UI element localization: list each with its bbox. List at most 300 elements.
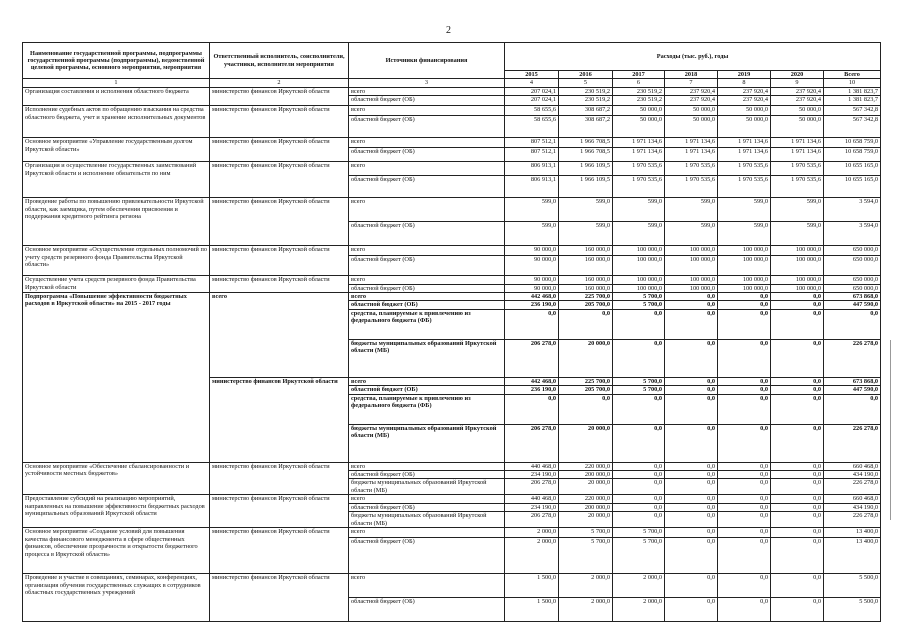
row-value: 100 000,0 xyxy=(665,246,718,256)
row-value: 1 971 134,6 xyxy=(771,148,824,162)
row-source: областной бюджет (ОБ) xyxy=(349,148,505,162)
row-value: 50 000,0 xyxy=(613,116,665,138)
row-value: 0,0 xyxy=(665,574,718,598)
row-value: 2 000,0 xyxy=(559,574,613,598)
row-value: 0,0 xyxy=(665,495,718,503)
row-source: всего xyxy=(349,106,505,116)
row-value: 226 278,0 xyxy=(824,339,881,377)
row-executor: министерство финансов Иркутской области xyxy=(210,106,349,138)
table-row xyxy=(23,528,881,538)
row-executor: министерство финансов Иркутской области xyxy=(210,198,349,246)
row-value: 1 966 109,5 xyxy=(559,162,613,176)
table-row xyxy=(23,87,881,95)
row-executor: министерство финансов Иркутской области xyxy=(210,276,349,293)
row-value: 2 000,0 xyxy=(505,538,559,574)
row-value: 1 970 535,6 xyxy=(613,162,665,176)
row-source: бюджеты муниципальных образований Иркутской области (МБ) xyxy=(349,339,505,377)
row-value: 0,0 xyxy=(771,301,824,309)
row-value: 567 342,8 xyxy=(824,116,881,138)
row-value: 234 190,0 xyxy=(505,471,559,479)
expenses-table xyxy=(22,42,881,622)
row-value: 10 655 165,0 xyxy=(824,176,881,198)
table-row xyxy=(23,138,881,148)
row-value: 599,0 xyxy=(771,198,824,222)
row-name: Основное мероприятие «Обеспечение сбалансированности и устойчивости местных бюджетов» xyxy=(23,462,210,495)
header-source: Источники финансирования xyxy=(349,43,505,79)
row-source: областной бюджет (ОБ) xyxy=(349,471,505,479)
row-value: 50 000,0 xyxy=(771,106,824,116)
row-source: всего xyxy=(349,162,505,176)
row-value: 50 000,0 xyxy=(665,116,718,138)
row-value: 1 966 708,5 xyxy=(559,138,613,148)
row-value: 0,0 xyxy=(613,512,665,528)
row-name: Организация и осуществление государственных заимствований Иркутской области и исполнение обязательств по ним xyxy=(23,162,210,198)
row-value: 1 970 535,6 xyxy=(718,162,771,176)
row-value: 807 512,1 xyxy=(505,148,559,162)
row-value: 5 700,0 xyxy=(613,293,665,301)
row-executor: министерство финансов Иркутской области xyxy=(210,495,349,528)
header-column-number: 2 xyxy=(210,79,349,87)
row-value: 206 278,0 xyxy=(505,339,559,377)
row-value: 0,0 xyxy=(718,538,771,574)
row-value: 599,0 xyxy=(771,222,824,246)
row-value: 90 000,0 xyxy=(505,256,559,276)
row-source: всего xyxy=(349,377,505,385)
row-value: 0,0 xyxy=(665,471,718,479)
header-column-number: 3 xyxy=(349,79,505,87)
row-value: 50 000,0 xyxy=(771,116,824,138)
row-value: 234 190,0 xyxy=(505,503,559,511)
row-value: 0,0 xyxy=(771,528,824,538)
row-value: 3 594,0 xyxy=(824,222,881,246)
header-year: 2019 xyxy=(718,71,771,79)
row-executor: министерство финансов Иркутской области xyxy=(210,528,349,574)
row-value: 1 971 134,6 xyxy=(718,148,771,162)
row-value: 20 000,0 xyxy=(559,339,613,377)
header-year: 2016 xyxy=(559,71,613,79)
row-value: 0,0 xyxy=(505,394,559,424)
row-source: всего xyxy=(349,138,505,148)
row-value: 806 913,1 xyxy=(505,176,559,198)
header-column-number: 1 xyxy=(23,79,210,87)
row-value: 100 000,0 xyxy=(771,246,824,256)
row-name: Организация составления и исполнения областного бюджета xyxy=(23,87,210,105)
row-value: 650 000,0 xyxy=(824,256,881,276)
row-value: 0,0 xyxy=(665,512,718,528)
row-value: 206 278,0 xyxy=(505,424,559,462)
row-value: 100 000,0 xyxy=(613,276,665,284)
header-year: 2015 xyxy=(505,71,559,79)
row-value: 0,0 xyxy=(718,528,771,538)
row-executor: министерство финансов Иркутской области xyxy=(210,462,349,495)
row-value: 0,0 xyxy=(665,538,718,574)
subprogram-name: Подпрограмма «Повышение эффективности бюджетных расходов в Иркутской области» на 2015 - 2017 годы xyxy=(23,293,210,463)
row-value: 5 700,0 xyxy=(613,528,665,538)
row-value: 0,0 xyxy=(665,394,718,424)
row-value: 0,0 xyxy=(613,462,665,470)
row-value: 1 970 535,6 xyxy=(771,162,824,176)
row-value: 0,0 xyxy=(718,293,771,301)
row-value: 2 000,0 xyxy=(559,598,613,622)
row-source: областной бюджет (ОБ) xyxy=(349,386,505,394)
row-value: 237 920,4 xyxy=(718,87,771,95)
row-value: 220 000,0 xyxy=(559,462,613,470)
row-source: всего xyxy=(349,246,505,256)
row-source: всего xyxy=(349,293,505,301)
row-value: 1 971 134,6 xyxy=(665,148,718,162)
row-value: 160 000,0 xyxy=(559,284,613,292)
row-value: 0,0 xyxy=(718,309,771,339)
row-value: 50 000,0 xyxy=(718,106,771,116)
row-value: 650 000,0 xyxy=(824,276,881,284)
row-value: 0,0 xyxy=(771,495,824,503)
row-value: 13 400,0 xyxy=(824,528,881,538)
header-year: 2018 xyxy=(665,71,718,79)
row-source: средства, планируемые к привлечению из федерального бюджета (ФБ) xyxy=(349,394,505,424)
row-value: 599,0 xyxy=(718,222,771,246)
row-value: 0,0 xyxy=(718,377,771,385)
row-value: 90 000,0 xyxy=(505,284,559,292)
row-value: 1 381 823,7 xyxy=(824,87,881,95)
row-value: 0,0 xyxy=(771,424,824,462)
row-value: 0,0 xyxy=(665,339,718,377)
row-value: 0,0 xyxy=(824,394,881,424)
row-value: 0,0 xyxy=(665,528,718,538)
margin-line xyxy=(890,340,891,520)
row-value: 0,0 xyxy=(718,471,771,479)
row-executor: министерство финансов Иркутской области xyxy=(210,377,349,462)
row-value: 599,0 xyxy=(505,198,559,222)
row-value: 442 468,0 xyxy=(505,293,559,301)
row-value: 200 000,0 xyxy=(559,503,613,511)
row-value: 0,0 xyxy=(718,301,771,309)
header-year: 2020 xyxy=(771,71,824,79)
header-year: Всего xyxy=(824,71,881,79)
row-value: 0,0 xyxy=(824,309,881,339)
header-column-number: 9 xyxy=(771,79,824,87)
row-value: 230 519,2 xyxy=(559,87,613,95)
row-value: 50 000,0 xyxy=(613,106,665,116)
row-source: всего xyxy=(349,574,505,598)
row-value: 0,0 xyxy=(718,424,771,462)
row-value: 100 000,0 xyxy=(718,246,771,256)
row-value: 1 500,0 xyxy=(505,574,559,598)
row-value: 5 700,0 xyxy=(613,301,665,309)
row-value: 0,0 xyxy=(665,293,718,301)
row-value: 0,0 xyxy=(613,495,665,503)
row-value: 660 468,0 xyxy=(824,495,881,503)
row-value: 5 700,0 xyxy=(613,377,665,385)
row-value: 0,0 xyxy=(771,512,824,528)
row-value: 160 000,0 xyxy=(559,246,613,256)
row-value: 1 971 134,6 xyxy=(771,138,824,148)
row-source: областной бюджет (ОБ) xyxy=(349,176,505,198)
row-value: 599,0 xyxy=(613,222,665,246)
row-value: 0,0 xyxy=(718,574,771,598)
row-value: 220 000,0 xyxy=(559,495,613,503)
row-source: бюджеты муниципальных образований Иркутской области (МБ) xyxy=(349,479,505,495)
row-value: 1 970 535,6 xyxy=(613,176,665,198)
header-column-number: 10 xyxy=(824,79,881,87)
header-column-number: 7 xyxy=(665,79,718,87)
row-value: 567 342,8 xyxy=(824,106,881,116)
row-value: 0,0 xyxy=(771,574,824,598)
row-value: 20 000,0 xyxy=(559,512,613,528)
row-source: всего xyxy=(349,462,505,470)
row-value: 100 000,0 xyxy=(771,284,824,292)
row-value: 237 920,4 xyxy=(665,96,718,106)
row-value: 447 590,0 xyxy=(824,301,881,309)
row-value: 1 500,0 xyxy=(505,598,559,622)
row-value: 3 594,0 xyxy=(824,198,881,222)
row-value: 0,0 xyxy=(665,377,718,385)
row-value: 807 512,1 xyxy=(505,138,559,148)
row-value: 442 468,0 xyxy=(505,377,559,385)
header-expenses: Расходы (тыс. руб.), годы xyxy=(505,43,881,71)
row-name: Основное мероприятие «Создание условий для повышения качества финансового менеджмента в сфере общественных финансов, обеспечение прозрачности и открытости бюджетного процесса в Иркутской области» xyxy=(23,528,210,574)
row-value: 0,0 xyxy=(613,479,665,495)
row-value: 0,0 xyxy=(771,538,824,574)
row-value: 0,0 xyxy=(665,598,718,622)
row-value: 660 468,0 xyxy=(824,462,881,470)
row-value: 0,0 xyxy=(718,503,771,511)
row-name: Основное мероприятие «Управление государственным долгом Иркутской области» xyxy=(23,138,210,162)
row-name: Проведение работы по повышению привлекательности Иркутской области, как заемщика, путем обеспечения присвоения и поддержания кредитного рейтинга региона xyxy=(23,198,210,246)
header-column-number: 5 xyxy=(559,79,613,87)
row-value: 0,0 xyxy=(718,495,771,503)
table-row xyxy=(23,293,881,301)
row-value: 50 000,0 xyxy=(718,116,771,138)
row-value: 0,0 xyxy=(771,598,824,622)
row-executor: министерство финансов Иркутской области xyxy=(210,138,349,162)
row-value: 5 700,0 xyxy=(559,538,613,574)
row-source: всего xyxy=(349,528,505,538)
row-value: 0,0 xyxy=(771,462,824,470)
row-source: всего xyxy=(349,276,505,284)
row-value: 200 000,0 xyxy=(559,471,613,479)
row-value: 206 278,0 xyxy=(505,512,559,528)
row-value: 0,0 xyxy=(665,424,718,462)
row-value: 100 000,0 xyxy=(718,284,771,292)
row-value: 5 500,0 xyxy=(824,574,881,598)
row-value: 0,0 xyxy=(718,598,771,622)
row-value: 100 000,0 xyxy=(613,246,665,256)
header-column-number: 8 xyxy=(718,79,771,87)
row-value: 0,0 xyxy=(613,339,665,377)
row-value: 236 190,0 xyxy=(505,386,559,394)
row-value: 1 970 535,6 xyxy=(771,176,824,198)
row-value: 0,0 xyxy=(613,503,665,511)
row-value: 0,0 xyxy=(665,479,718,495)
row-value: 205 700,0 xyxy=(559,301,613,309)
row-value: 1 381 823,7 xyxy=(824,96,881,106)
table-row xyxy=(23,246,881,256)
row-name: Осуществление учета средств резервного фонда Правительства Иркутской области xyxy=(23,276,210,293)
row-value: 100 000,0 xyxy=(665,276,718,284)
row-executor: министерство финансов Иркутской области xyxy=(210,87,349,105)
row-source: областной бюджет (ОБ) xyxy=(349,503,505,511)
row-source: областной бюджет (ОБ) xyxy=(349,284,505,292)
row-value: 0,0 xyxy=(771,377,824,385)
row-name: Предоставление субсидий на реализацию мероприятий, направленных на повышение эффективности бюджетных расходов муниципальных образований Иркутской области xyxy=(23,495,210,528)
row-value: 1 970 535,6 xyxy=(718,176,771,198)
row-value: 20 000,0 xyxy=(559,479,613,495)
row-value: 0,0 xyxy=(771,339,824,377)
row-source: областной бюджет (ОБ) xyxy=(349,598,505,622)
row-value: 650 000,0 xyxy=(824,284,881,292)
row-value: 599,0 xyxy=(718,198,771,222)
table-row xyxy=(23,198,881,222)
header-year: 2017 xyxy=(613,71,665,79)
row-value: 440 468,0 xyxy=(505,462,559,470)
row-value: 650 000,0 xyxy=(824,246,881,256)
row-value: 5 700,0 xyxy=(613,386,665,394)
header-column-number: 4 xyxy=(505,79,559,87)
row-value: 207 024,1 xyxy=(505,96,559,106)
row-value: 0,0 xyxy=(771,471,824,479)
table-row xyxy=(23,495,881,503)
row-value: 205 700,0 xyxy=(559,386,613,394)
row-value: 308 687,2 xyxy=(559,116,613,138)
row-value: 599,0 xyxy=(505,222,559,246)
row-source: бюджеты муниципальных образований Иркутской области (МБ) xyxy=(349,424,505,462)
row-value: 0,0 xyxy=(718,386,771,394)
row-value: 237 920,4 xyxy=(718,96,771,106)
table-row xyxy=(23,162,881,176)
row-value: 673 868,0 xyxy=(824,293,881,301)
row-value: 237 920,4 xyxy=(771,96,824,106)
row-value: 13 400,0 xyxy=(824,538,881,574)
row-value: 10 658 759,0 xyxy=(824,148,881,162)
row-value: 0,0 xyxy=(771,309,824,339)
row-value: 1 971 134,6 xyxy=(613,148,665,162)
row-value: 100 000,0 xyxy=(665,284,718,292)
row-source: средства, планируемые к привлечению из федерального бюджета (ФБ) xyxy=(349,309,505,339)
row-value: 0,0 xyxy=(613,471,665,479)
row-source: областной бюджет (ОБ) xyxy=(349,301,505,309)
row-value: 90 000,0 xyxy=(505,246,559,256)
row-value: 206 278,0 xyxy=(505,479,559,495)
row-value: 90 000,0 xyxy=(505,276,559,284)
row-value: 5 500,0 xyxy=(824,598,881,622)
row-name: Проведение и участие в совещаниях, семинарах, конференциях, организация обучения государственных служащих в сотрудников областных государственных учреждений xyxy=(23,574,210,622)
row-value: 0,0 xyxy=(718,462,771,470)
row-value: 0,0 xyxy=(559,309,613,339)
row-value: 440 468,0 xyxy=(505,495,559,503)
row-value: 230 519,2 xyxy=(613,96,665,106)
row-value: 0,0 xyxy=(718,339,771,377)
row-value: 0,0 xyxy=(771,394,824,424)
row-value: 100 000,0 xyxy=(718,256,771,276)
row-value: 10 655 165,0 xyxy=(824,162,881,176)
row-value: 226 278,0 xyxy=(824,424,881,462)
row-value: 599,0 xyxy=(559,198,613,222)
row-value: 225 700,0 xyxy=(559,293,613,301)
row-value: 2 000,0 xyxy=(613,574,665,598)
row-value: 447 590,0 xyxy=(824,386,881,394)
table-row xyxy=(23,106,881,116)
row-value: 0,0 xyxy=(613,309,665,339)
row-source: бюджеты муниципальных образований Иркутской области (МБ) xyxy=(349,512,505,528)
row-value: 1 970 535,6 xyxy=(665,176,718,198)
row-executor: министерство финансов Иркутской области xyxy=(210,162,349,198)
row-value: 0,0 xyxy=(665,503,718,511)
row-value: 1 971 134,6 xyxy=(613,138,665,148)
row-value: 58 655,6 xyxy=(505,106,559,116)
row-value: 100 000,0 xyxy=(613,284,665,292)
row-value: 0,0 xyxy=(613,424,665,462)
row-value: 599,0 xyxy=(665,198,718,222)
row-value: 237 920,4 xyxy=(771,87,824,95)
row-value: 100 000,0 xyxy=(613,256,665,276)
row-value: 806 913,1 xyxy=(505,162,559,176)
row-value: 599,0 xyxy=(665,222,718,246)
row-value: 0,0 xyxy=(665,462,718,470)
row-source: областной бюджет (ОБ) xyxy=(349,256,505,276)
row-value: 0,0 xyxy=(771,386,824,394)
header-executor: Ответственный исполнитель, соисполнители, участники, исполнители мероприятия xyxy=(210,43,349,79)
row-source: областной бюджет (ОБ) xyxy=(349,96,505,106)
header-name: Наименование государственной программы, подпрограммы государственной программы (подпрограммы), ведомственной целевой программы, основного мероприятия, мероприятия xyxy=(23,43,210,79)
row-value: 0,0 xyxy=(505,309,559,339)
row-value: 226 278,0 xyxy=(824,512,881,528)
row-executor: министерство финансов Иркутской области xyxy=(210,574,349,622)
page-number: 2 xyxy=(446,25,451,36)
row-value: 0,0 xyxy=(665,301,718,309)
row-source: областной бюджет (ОБ) xyxy=(349,222,505,246)
row-value: 0,0 xyxy=(665,386,718,394)
row-name: Основное мероприятие «Осуществление отдельных полномочий по учету средств резервного фонда Правительства Иркутской области» xyxy=(23,246,210,276)
row-value: 1 966 708,5 xyxy=(559,148,613,162)
row-value: 1 971 134,6 xyxy=(718,138,771,148)
row-value: 1 970 535,6 xyxy=(665,162,718,176)
row-value: 100 000,0 xyxy=(771,276,824,284)
row-executor: министерство финансов Иркутской области xyxy=(210,246,349,276)
row-executor: всего xyxy=(210,293,349,378)
row-value: 100 000,0 xyxy=(771,256,824,276)
row-source: всего xyxy=(349,87,505,95)
row-value: 5 700,0 xyxy=(559,528,613,538)
row-value: 1 966 109,5 xyxy=(559,176,613,198)
row-source: областной бюджет (ОБ) xyxy=(349,538,505,574)
row-source: всего xyxy=(349,198,505,222)
row-value: 0,0 xyxy=(613,394,665,424)
row-value: 2 000,0 xyxy=(613,598,665,622)
row-value: 160 000,0 xyxy=(559,276,613,284)
row-value: 50 000,0 xyxy=(665,106,718,116)
row-value: 100 000,0 xyxy=(718,276,771,284)
row-value: 599,0 xyxy=(559,222,613,246)
row-value: 230 519,2 xyxy=(559,96,613,106)
row-value: 225 700,0 xyxy=(559,377,613,385)
row-value: 2 000,0 xyxy=(505,528,559,538)
row-value: 20 000,0 xyxy=(559,424,613,462)
row-value: 599,0 xyxy=(613,198,665,222)
row-name: Исполнение судебных актов по обращению взыскания на средства областного бюджета, учет и хранение исполнительных документов xyxy=(23,106,210,138)
row-value: 100 000,0 xyxy=(665,256,718,276)
row-value: 236 190,0 xyxy=(505,301,559,309)
row-value: 0,0 xyxy=(718,479,771,495)
row-value: 10 658 759,0 xyxy=(824,138,881,148)
row-value: 0,0 xyxy=(665,309,718,339)
row-value: 230 519,2 xyxy=(613,87,665,95)
table-row xyxy=(23,574,881,598)
row-value: 207 024,1 xyxy=(505,87,559,95)
row-value: 0,0 xyxy=(771,503,824,511)
row-value: 237 920,4 xyxy=(665,87,718,95)
row-value: 58 655,6 xyxy=(505,116,559,138)
row-value: 0,0 xyxy=(559,394,613,424)
